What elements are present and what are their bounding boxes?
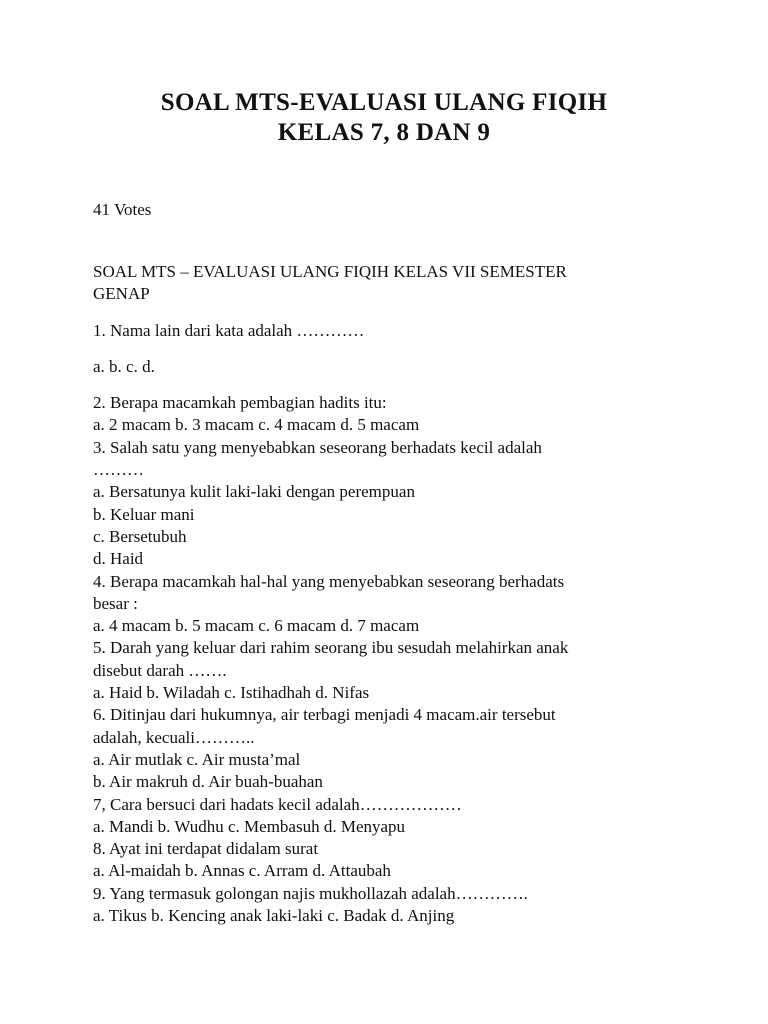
question-1: 1. Nama lain dari kata adalah ………… (93, 320, 365, 340)
question-4-line-1: 4. Berapa macamkah hal-hal yang menyebabkan seseorang berhadats (93, 571, 565, 591)
question-5-options: a. Haid b. Wiladah c. Istihadhah d. Nifas (93, 683, 370, 703)
section-heading-line-2: GENAP (93, 284, 150, 304)
question-6-option-b: b. Air makruh d. Air buah-buahan (93, 772, 323, 792)
question-3-option-d: d. Haid (93, 549, 144, 569)
question-9: 9. Yang termasuk golongan najis mukhollazah adalah…………. (93, 883, 528, 903)
question-2: 2. Berapa macamkah pembagian hadits itu: (93, 393, 387, 413)
question-8: 8. Ayat ini terdapat didalam surat (93, 839, 319, 859)
document-body (93, 261, 693, 927)
question-5-line-2: disebut darah ……. (93, 660, 227, 680)
title-line-2: KELAS 7, 8 DAN 9 (277, 119, 491, 146)
question-3-option-c: c. Bersetubuh (93, 526, 187, 546)
question-7-options: a. Mandi b. Wudhu c. Membasuh d. Menyapu (93, 816, 406, 836)
question-6-line-1: 6. Ditinjau dari hukumnya, air terbagi menjadi 4 macam.air tersebut (93, 705, 556, 725)
votes-count: 41 Votes (93, 200, 152, 219)
question-7: 7, Cara bersuci dari hadats kecil adalah……………… (93, 794, 462, 814)
question-4-line-2: besar : (93, 593, 138, 613)
question-2-options: a. 2 macam b. 3 macam c. 4 macam d. 5 macam (93, 415, 420, 435)
section-heading-line-1: SOAL MTS – EVALUASI ULANG FIQIH KELAS VII SEMESTER (93, 262, 567, 281)
title-line-1: SOAL MTS-EVALUASI ULANG FIQIH (160, 89, 608, 116)
question-1-options: a. b. c. d. (93, 356, 155, 376)
question-3-option-b: b. Keluar mani (93, 504, 195, 524)
question-4-options: a. 4 macam b. 5 macam c. 6 macam d. 7 macam (93, 616, 420, 636)
question-6-line-2: adalah, kecuali……….. (93, 727, 255, 747)
question-3-option-a: a. Bersatunya kulit laki-laki dengan perempuan (93, 482, 415, 502)
question-9-options: a. Tikus b. Kencing anak laki-laki c. Badak d. Anjing (93, 906, 455, 926)
question-6-option-a: a. Air mutlak c. Air musta’mal (93, 749, 301, 769)
question-5-line-1: 5. Darah yang keluar dari rahim seorang ibu sesudah melahirkan anak (93, 638, 569, 658)
document-title (0, 88, 768, 148)
question-3-line-1: 3. Salah satu yang menyebabkan seseorang berhadats kecil adalah (93, 437, 542, 457)
question-3-line-2: ……… (93, 460, 144, 480)
question-8-options: a. Al-maidah b. Annas c. Arram d. Attaubah (93, 861, 391, 881)
